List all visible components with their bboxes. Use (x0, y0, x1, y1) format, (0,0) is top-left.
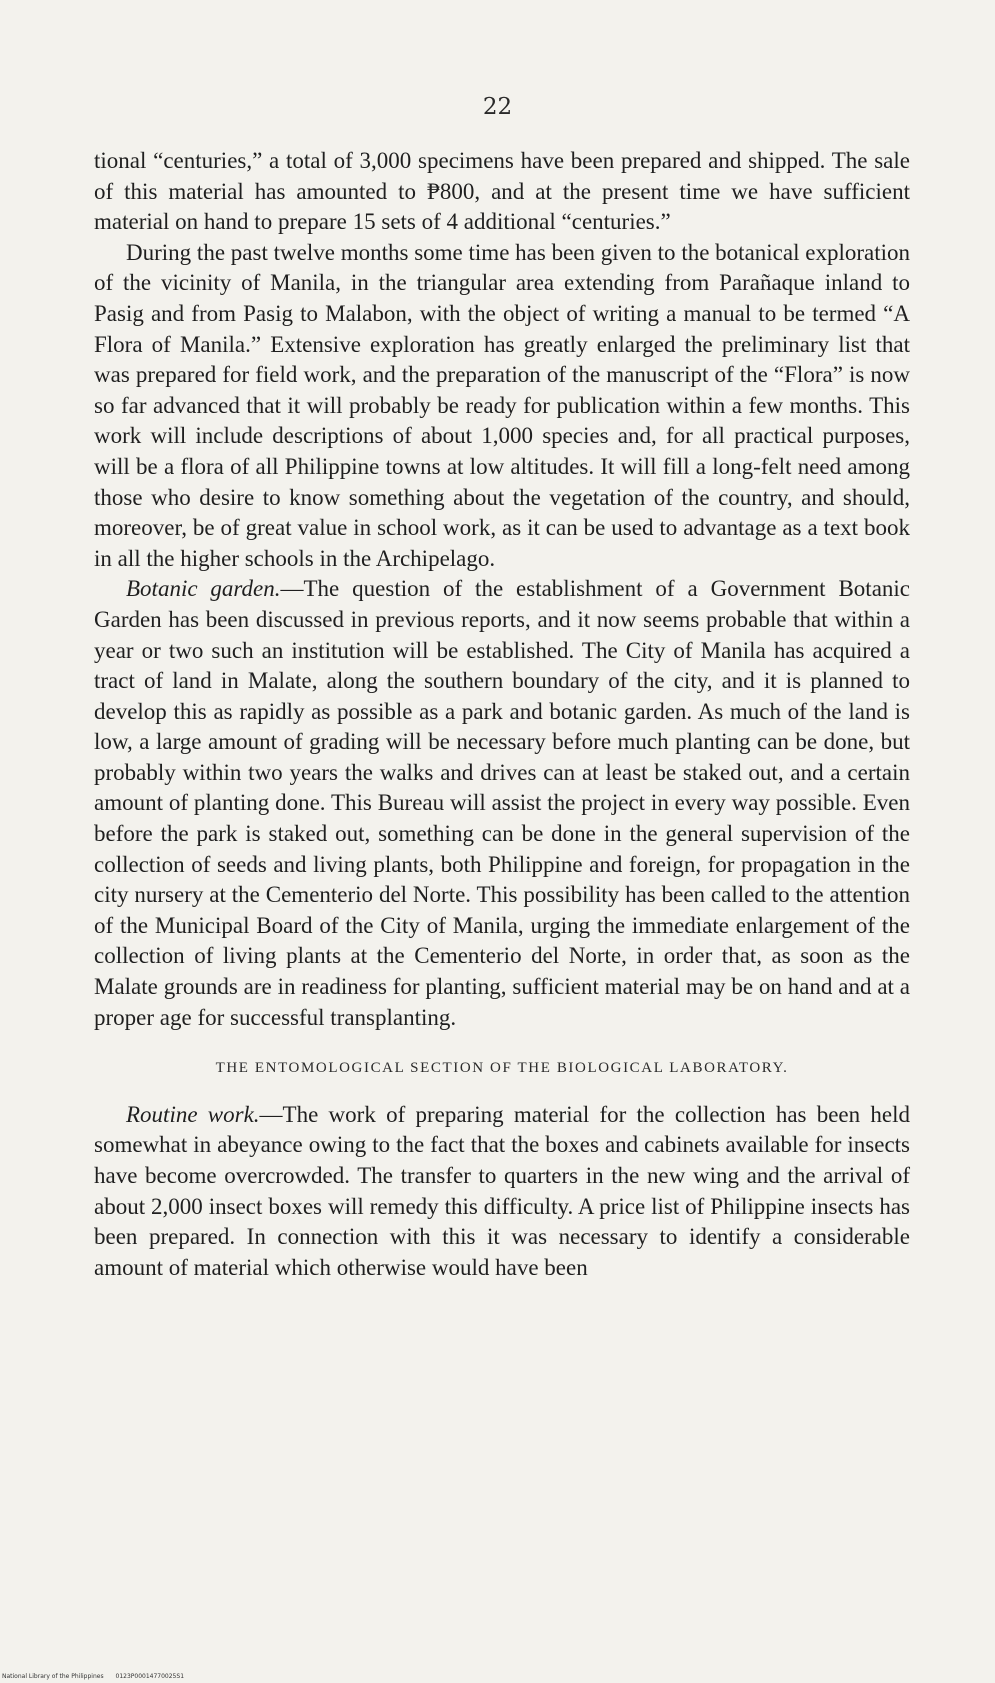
paragraph-routine-work-text: —The work of preparing material for the collection has been held somewhat in abeyance owing to the fact that the boxes and cabinets available for insects have become overcrowded. The transfer to quarters in the new wing and the arrival of about 2,000 insect boxes will remedy this difficulty. A price list of Philippine insects has been prepared. In connection with this it was necessary to identify a considerable amount of material which otherwise would have been (94, 1101, 910, 1280)
footer-scan-id: 0123P00014770025S1 (115, 1673, 185, 1680)
paragraph-continuation: tional “centuries,” a total of 3,000 specimens have been prepared and shipped. The sale of this material has amounted to ₱800, and at the present time we have sufficient material on hand to prepare 15 sets of 4 additional “centuries.” (94, 148, 910, 235)
scan-footer (2, 1673, 184, 1680)
paragraph-botanic-garden-text: —The question of the establishment of a Government Botanic Garden has been discussed in previous reports, and it now seems probable that within a year or two such an institution will be established. The City of Manila has acquired a tract of land in Malate, along the southern boundary of the city, and it is planned to develop this as rapidly as possible as a park and botanic garden. As much of the land is low, a large amount of grading will be necessary before much planting can be done, but probably within two years the walks and drives can at least be staked out, and a certain amount of planting done. This Bureau will assist the project in every way possible. Even before the park is staked out, something can be done in the general supervision of the collection of seeds and living plants, both Philippine and foreign, for propagation in the city nursery at the Cementerio del Norte. This possibility has been called to the attention of the Municipal Board of the City of Manila, urging the immediate enlargement of the collection of living plants at the Cementerio del Norte, in order that, as soon as the Malate grounds are in readiness for planting, sufficient material may be on hand and at a proper age for successful transplanting. (94, 576, 910, 1030)
footer-library-name: National Library of the Philippines (2, 1673, 104, 1680)
body-text (94, 146, 910, 1283)
section-heading: THE ENTOMOLOGICAL SECTION OF THE BIOLOGICAL LABORATORY. (215, 1060, 789, 1077)
run-in-heading-botanic-garden: Botanic garden. (126, 576, 281, 602)
page-number: 22 (482, 94, 513, 120)
paragraph-flora-of-manila: During the past twelve months some time has been given to the botanical exploration of the vicinity of Manila, in the triangular area extending from Parañaque inland to Pasig and from Pasig to Malabon, with the object of writing a manual to be termed “A Flora of Manila.” Extensive exploration has greatly enlarged the preliminary list that was prepared for field work, and the preparation of the manuscript of the “Flora” is now so far advanced that it will probably be ready for publication within a few months. This work will include descriptions of about 1,000 species and, for all practical purposes, will be a flora of all Philippine towns at low altitudes. It will fill a long-felt need among those who desire to know something about the vegetation of the country, and should, moreover, be of great value in school work, as it can be used to advantage as a text book in all the higher schools in the Archipelago. (94, 239, 910, 571)
paragraph-botanic-garden (94, 574, 910, 1033)
paragraph-routine-work (94, 1100, 910, 1284)
run-in-heading-routine-work: Routine work. (126, 1101, 260, 1127)
